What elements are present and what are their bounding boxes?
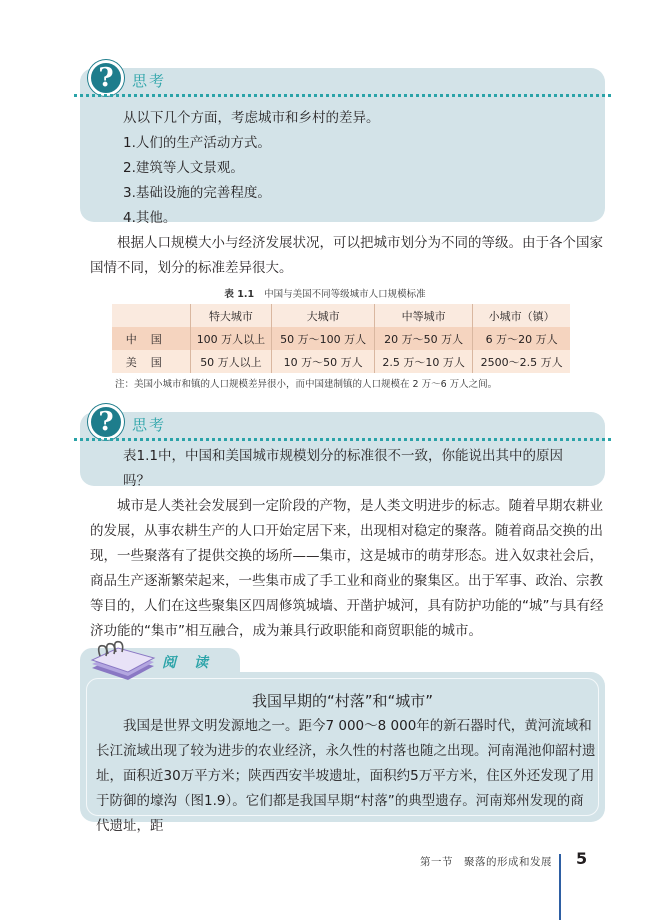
think-intro: 从以下几个方面，考虑城市和乡村的差异。 bbox=[123, 110, 380, 126]
think-box-2 bbox=[80, 407, 605, 489]
think-item: 3.基础设施的完善程度。 bbox=[123, 185, 271, 201]
table-cell: 6 万～20 万人 bbox=[473, 327, 570, 350]
page-number: 5 bbox=[576, 849, 588, 868]
table-cell: 2.5 万～10 万人 bbox=[374, 350, 472, 373]
footer-divider bbox=[559, 854, 561, 920]
think-item: 2.建筑等人文景观。 bbox=[123, 160, 244, 176]
table-note: 注：美国小城市和镇的人口规模差异很小，而中国建制镇的人口规模在 2 万～6 万人之间。 bbox=[115, 379, 498, 390]
table-header-cell: 小城市（镇） bbox=[473, 304, 570, 327]
notebook-icon bbox=[88, 640, 158, 686]
reading-label: 阅读 bbox=[162, 655, 226, 671]
reading-body: 我国是世界文明发源地之一。距今7 000～8 000年的新石器时代，黄河流域和长江流域出现了较为进步的农业经济，永久性的村落也随之出现。河南渑池仰韶村遗址，面积近30万平方米；陕西西安半坡遗址，面积约5万平方米，住区外还发现了用于防御的壕沟（图1.9）。它们都是我国早期“村落”的典型遗存。河南郑州发现的商代遗址，距 bbox=[96, 718, 596, 834]
population-standards-table bbox=[112, 304, 570, 373]
table-title: 中国与美国不同等级城市人口规模标准 bbox=[264, 289, 426, 300]
table-row-usa bbox=[112, 350, 570, 373]
body-paragraph-1: 根据人口规模大小与经济发展状况，可以把城市划分为不同的等级。由于各个国家国情不同，划分的标准差异很大。 bbox=[90, 235, 603, 276]
table-header-row bbox=[112, 304, 570, 327]
question-mark-icon: ? bbox=[88, 60, 124, 96]
think-box-body bbox=[123, 106, 585, 231]
table-header-cell bbox=[112, 304, 190, 327]
think-question: 表1.1中，中国和美国城市规模划分的标准很不一致，你能说出其中的原因吗？ bbox=[123, 448, 563, 489]
table-cell: 2500～2.5 万人 bbox=[473, 350, 570, 373]
think-item: 1.人们的生产活动方式。 bbox=[123, 135, 271, 151]
think-box-title: 思考 bbox=[132, 416, 167, 434]
row-label: 美国 bbox=[125, 355, 176, 369]
reading-title: 我国早期的“村落”和“城市” bbox=[251, 692, 434, 710]
question-mark-icon: ? bbox=[88, 404, 124, 440]
row-label: 中国 bbox=[125, 332, 176, 346]
table-cell: 100 万人以上 bbox=[190, 327, 272, 350]
dotted-divider bbox=[74, 438, 611, 441]
table-header-cell: 中等城市 bbox=[374, 304, 472, 327]
table-cell: 50 万人以上 bbox=[190, 350, 272, 373]
dotted-divider bbox=[74, 94, 611, 97]
body-paragraph-2: 城市是人类社会发展到一定阶段的产物，是人类文明进步的标志。随着早期农耕业的发展，从事农耕生产的人口开始定居下来，出现相对稳定的聚落。随着商品交换的出现，一些聚落有了提供交换的场所——集市，这是城市的萌芽形态。进入奴隶社会后，商品生产逐渐繁荣起来，一些集市成了手工业和商业的聚集区。出于军事、政治、宗教等目的，人们在这些聚集区四周修筑城墙、开凿护城河，具有防护功能的“城”与具有经济功能的“集市”相互融合，成为兼具行政职能和商贸职能的城市。 bbox=[90, 498, 604, 639]
table-cell: 50 万～100 万人 bbox=[272, 327, 375, 350]
footer-section-title: 第一节 聚落的形成和发展 bbox=[420, 856, 552, 868]
table-caption bbox=[0, 286, 650, 300]
think-box-1 bbox=[80, 63, 605, 226]
table-header-cell: 大城市 bbox=[272, 304, 375, 327]
table-row-china bbox=[112, 327, 570, 350]
table-header-cell: 特大城市 bbox=[190, 304, 272, 327]
think-item: 4.其他。 bbox=[123, 210, 177, 226]
table-number: 表 1.1 bbox=[224, 289, 255, 300]
table-cell: 10 万～50 万人 bbox=[272, 350, 375, 373]
table-cell: 20 万～50 万人 bbox=[374, 327, 472, 350]
think-box-title: 思考 bbox=[132, 72, 167, 90]
